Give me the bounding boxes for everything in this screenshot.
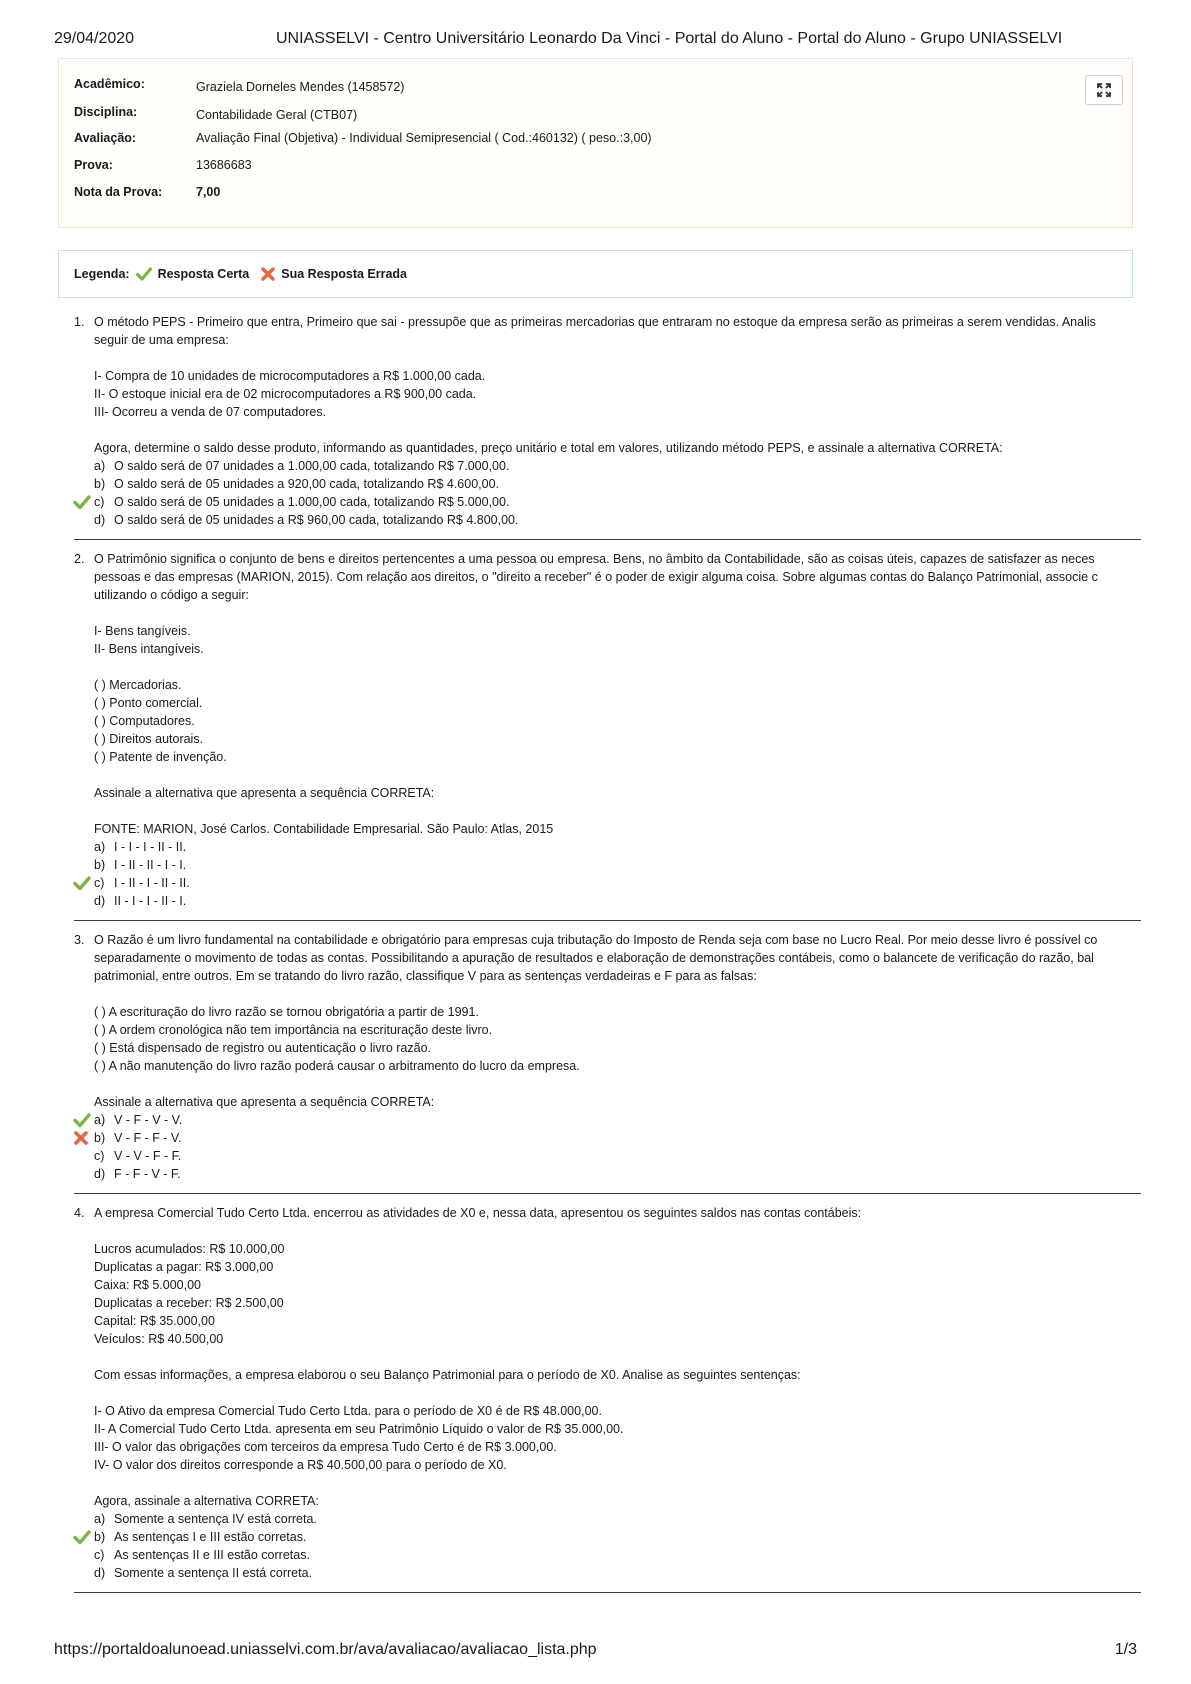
option-text: V - F - V - V. [114,1113,183,1127]
question-text-line: III- Ocorreu a venda de 07 computadores. [94,405,327,419]
option-text: I - I - I - II - II. [114,840,187,854]
print-page-number: 1/3 [1114,1641,1137,1658]
question-text-line: Com essas informações, a empresa elaborou o seu Balanço Patrimonial para o período de X0. Analise as seguintes sentenças: [94,1368,801,1382]
option-text: As sentenças II e III estão corretas. [114,1548,310,1562]
prova-value: 13686683 [196,158,252,172]
option-text: O saldo será de 05 unidades a 1.000,00 cada, totalizando R$ 5.000,00. [114,495,510,509]
option-text: O saldo será de 05 unidades a R$ 960,00 cada, totalizando R$ 4.800,00. [114,513,519,527]
print-page-title: UNIASSELVI - Centro Universitário Leonardo Da Vinci - Portal do Aluno - Portal do Aluno - Grupo UNIASSELVI [276,30,1063,47]
nota-value: 7,00 [196,185,221,199]
answer-option [94,1546,310,1564]
question-text-line: O Razão é um livro fundamental na contabilidade e obrigatório para empresas cuja tributação do Imposto de Renda seja com base no Lucro Real. Por meio desse livro é possível co [94,933,1098,947]
option-text: I - II - I - II - II. [114,876,190,890]
option-letter: c) [94,876,105,890]
student-info-panel [58,58,1133,228]
avaliacao-value: Avaliação Final (Objetiva) - Individual Semipresencial ( Cod.:460132) ( peso.:3,00) [196,131,652,145]
option-letter: b) [94,858,106,872]
question-text-line: ( ) Está dispensado de registro ou autenticação o livro razão. [94,1041,431,1055]
answer-option [94,892,186,910]
question-text-line: II- A Comercial Tudo Certo Ltda. apresenta em seu Patrimônio Líquido o valor de R$ 35.000,00. [94,1422,624,1436]
question-text-line: II- Bens intangíveis. [94,642,204,656]
answer-option [94,1129,182,1147]
option-letter: d) [94,1167,106,1181]
academico-label: Acadêmico: [74,77,145,91]
option-text: V - F - F - V. [114,1131,182,1145]
option-text: Somente a sentença IV está correta. [114,1512,317,1526]
question-text-line: ( ) A não manutenção do livro razão poderá causar o arbitramento do lucro da empresa. [94,1059,580,1073]
option-letter: b) [94,1131,106,1145]
question-divider [74,1592,1141,1593]
question-text-line: Capital: R$ 35.000,00 [94,1314,215,1328]
legend-wrong-label: Sua Resposta Errada [281,267,408,281]
question-number: 2. [74,552,85,566]
option-letter: a) [94,459,106,473]
question-text-line: ( ) Ponto comercial. [94,696,203,710]
question-text-line: pessoas e das empresas (MARION, 2015). Com relação aos direitos, o "direito a receber" é o poder de exigir alguma coisa. Sobre algumas contas do Balanço Patrimonial, associe c [94,570,1098,584]
question-text-line: III- O valor das obrigações com terceiros da empresa Tudo Certo é de R$ 3.000,00. [94,1440,557,1454]
academico-value: Graziela Dorneles Mendes (1458572) [196,80,405,94]
check-icon [136,267,152,281]
question-divider [74,539,1141,540]
legend-correct-label: Resposta Certa [157,267,250,281]
correct-answer-check-icon [73,494,91,512]
option-letter: b) [94,1530,106,1544]
question-text-line: ( ) A ordem cronológica não tem importância na escrituração deste livro. [94,1023,493,1037]
question-text-line: O método PEPS - Primeiro que entra, Primeiro que sai - pressupõe que as primeiras mercadorias que entraram no estoque da empresa serão as primeiras a serem vendidas. Analis [94,315,1096,329]
option-text: As sentenças I e III estão corretas. [114,1530,307,1544]
print-header [54,30,1137,50]
answer-option [94,1165,181,1183]
answer-option [94,856,186,874]
question-number: 3. [74,933,85,947]
question-text-line: Assinale a alternativa que apresenta a sequência CORRETA: [94,786,435,800]
answer-option [94,511,518,529]
question-text-line: Assinale a alternativa que apresenta a sequência CORRETA: [94,1095,435,1109]
option-letter: d) [94,513,106,527]
question-text-line: patrimonial, entre outros. Em se tratando do livro razão, classifique V para as sentenças verdadeiras e F para as falsas: [94,969,757,983]
wrong-answer-x-icon [73,1130,91,1148]
question-text-line: seguir de uma empresa: [94,333,229,347]
legend-panel [58,250,1133,298]
questions-list [0,313,1141,1613]
answer-option [94,1564,312,1582]
question-text-line: Agora, determine o saldo desse produto, informando as quantidades, preço unitário e total em valores, utilizando método PEPS, e assinale a alternativa CORRETA: [94,441,1003,455]
question-text-line: ( ) Direitos autorais. [94,732,204,746]
correct-answer-check-icon [73,1112,91,1130]
question-text-line: Caixa: R$ 5.000,00 [94,1278,202,1292]
question-text-line: Agora, assinale a alternativa CORRETA: [94,1494,319,1508]
question-text-line: I- O Ativo da empresa Comercial Tudo Certo Ltda. para o período de X0 é de R$ 48.000,00. [94,1404,602,1418]
correct-answer-check-icon [73,875,91,893]
answer-option [94,874,190,892]
question-number: 4. [74,1206,85,1220]
option-letter: b) [94,477,106,491]
legend-label: Legenda: [74,267,130,281]
question-text-line: ( ) Mercadorias. [94,678,182,692]
question-text-line: I- Bens tangíveis. [94,624,191,638]
option-letter: c) [94,1548,105,1562]
question-text-line: I- Compra de 10 unidades de microcomputadores a R$ 1.000,00 cada. [94,369,486,383]
answer-option [94,1510,317,1528]
option-letter: c) [94,495,105,509]
question-text-line: FONTE: MARION, José Carlos. Contabilidade Empresarial. São Paulo: Atlas, 2015 [94,822,554,836]
question-text-line: O Patrimônio significa o conjunto de bens e direitos pertencentes a uma pessoa ou empresa. Bens, no âmbito da Contabilidade, são as coisas úteis, capazes de satisfazer as neces [94,552,1095,566]
option-letter: d) [94,894,106,908]
answer-option [94,493,509,511]
question-text-line: II- O estoque inicial era de 02 microcomputadores a R$ 900,00 cada. [94,387,477,401]
expand-icon [1097,83,1111,97]
question-number: 1. [74,315,85,329]
question-text-line: IV- O valor dos direitos corresponde a R$ 40.500,00 para o período de X0. [94,1458,507,1472]
answer-option [94,457,509,475]
question-text-line: ( ) Patente de invenção. [94,750,227,764]
question-text-line: utilizando o código a seguir: [94,588,249,602]
avaliacao-label: Avaliação: [74,131,137,145]
answer-option [94,475,499,493]
x-icon [261,267,275,281]
disciplina-label: Disciplina: [74,105,138,119]
answer-option [94,1111,182,1129]
option-letter: a) [94,1512,106,1526]
question-text-line: A empresa Comercial Tudo Certo Ltda. encerrou as atividades de X0 e, nessa data, apresentou os seguintes saldos nas contas contábeis: [94,1206,862,1220]
print-url: https://portaldoalunoead.uniasselvi.com.br/ava/avaliacao/avaliacao_lista.php [54,1641,597,1658]
answer-option [94,838,186,856]
question-text-line: ( ) A escrituração do livro razão se tornou obrigatória a partir de 1991. [94,1005,479,1019]
option-text: I - II - II - I - I. [114,858,187,872]
option-text: F - F - V - F. [114,1167,181,1181]
prova-label: Prova: [74,158,113,172]
nota-label: Nota da Prova: [74,185,163,199]
question-text-line: Duplicatas a receber: R$ 2.500,00 [94,1296,284,1310]
option-letter: c) [94,1149,105,1163]
fullscreen-button[interactable] [1085,75,1123,105]
option-letter: d) [94,1566,106,1580]
print-date: 29/04/2020 [54,30,135,47]
option-text: Somente a sentença II está correta. [114,1566,313,1580]
question-divider [74,920,1141,921]
option-text: O saldo será de 07 unidades a 1.000,00 cada, totalizando R$ 7.000,00. [114,459,510,473]
question-text-line: Lucros acumulados: R$ 10.000,00 [94,1242,285,1256]
correct-answer-check-icon [73,1529,91,1547]
question-text-line: ( ) Computadores. [94,714,195,728]
question-text-line: separadamente o movimento de todas as contas. Possibilitando a apuração de resultados e elaboração de demonstrações contábeis, como o balancete de verificação do razão, bal [94,951,1094,965]
option-letter: a) [94,840,106,854]
question-divider [74,1193,1141,1194]
answer-option [94,1528,306,1546]
answer-option [94,1147,181,1165]
question-text-line: Duplicatas a pagar: R$ 3.000,00 [94,1260,274,1274]
print-footer [54,1641,1137,1661]
option-text: II - I - I - II - I. [114,894,187,908]
option-letter: a) [94,1113,106,1127]
question-text-line: Veículos: R$ 40.500,00 [94,1332,224,1346]
option-text: V - V - F - F. [114,1149,182,1163]
disciplina-value: Contabilidade Geral (CTB07) [196,108,358,122]
option-text: O saldo será de 05 unidades a 920,00 cada, totalizando R$ 4.600,00. [114,477,500,491]
